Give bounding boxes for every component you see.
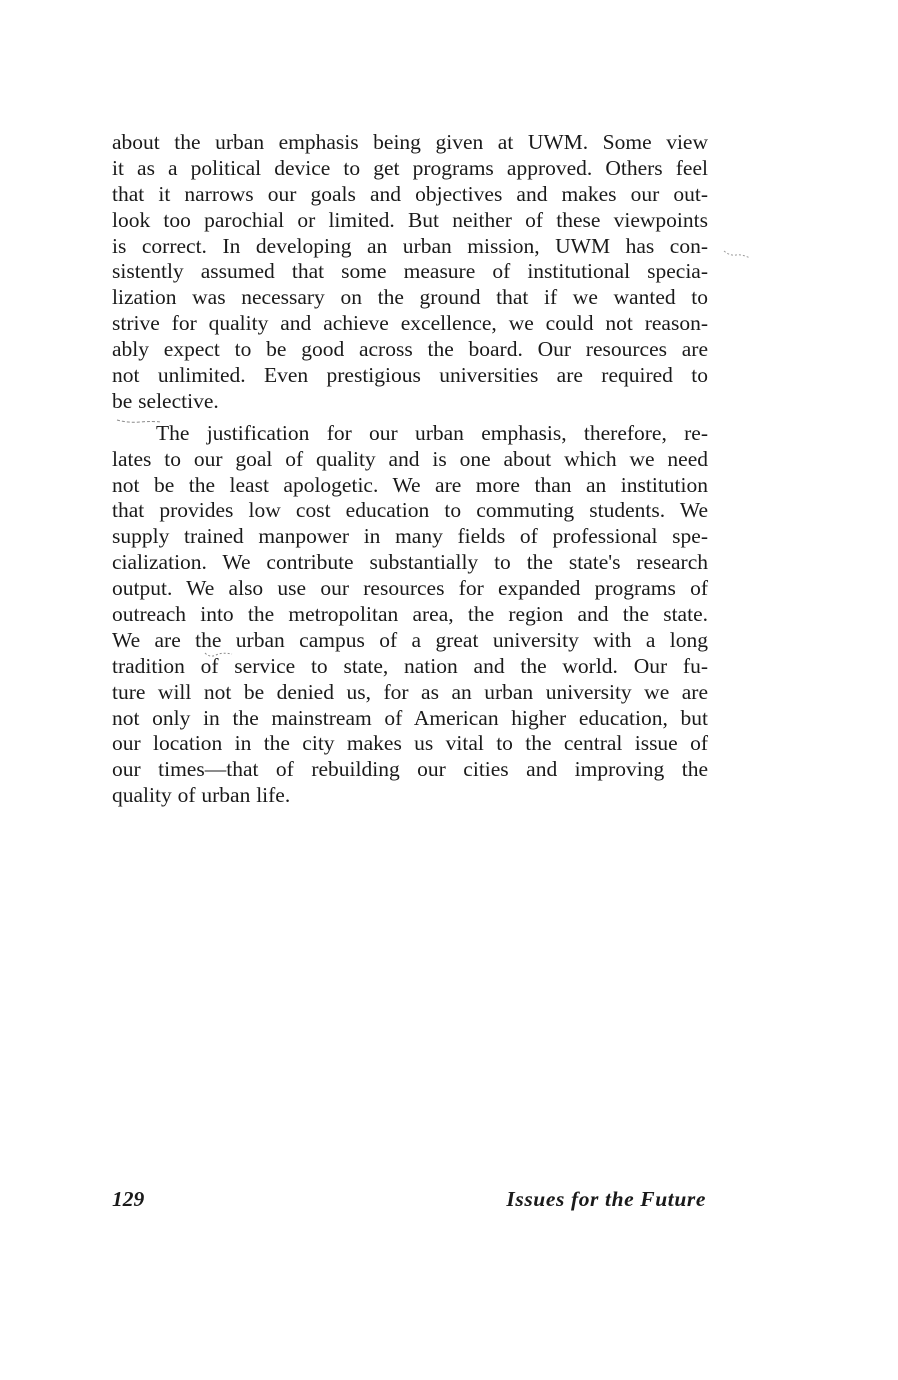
text-line: outreach into the metropolitan area, the region and the state.: [112, 602, 708, 627]
text-line: output. We also use our resources for expanded programs of: [112, 576, 708, 601]
paragraph-1: [112, 130, 708, 415]
text-line: not unlimited. Even prestigious universities are required to: [112, 363, 708, 388]
pencil-underline-mark: [116, 418, 162, 424]
running-footer-title: Issues for the Future: [506, 1187, 706, 1211]
text-line: cialization. We contribute substantially to the state's research: [112, 550, 708, 575]
text-line: our times—that of rebuilding our cities and improving the: [112, 757, 708, 782]
text-line: lates to our goal of quality and is one about which we need: [112, 446, 708, 471]
text-line: quality of urban life.: [112, 783, 291, 808]
text-line: supply trained manpower in many fields of professional spe-: [112, 524, 708, 549]
pencil-annotation-mark: [204, 650, 234, 662]
text-line: not be the least apologetic. We are more than an institution: [112, 472, 708, 497]
text-line: sistently assumed that some measure of institutional specia-: [112, 259, 708, 284]
text-line: We are the urban campus of a great university with a long: [112, 627, 708, 652]
text-line: ably expect to be good across the board. Our resources are: [112, 337, 708, 362]
text-line: tradition of service to state, nation and the world. Our fu-: [112, 653, 708, 678]
text-line: look too parochial or limited. But neither of these viewpoints: [112, 207, 708, 232]
text-line: that provides low cost education to commuting students. We: [112, 498, 708, 523]
text-line: lization was necessary on the ground that if we wanted to: [112, 285, 708, 310]
text-line: ture will not be denied us, for as an urban university we are: [112, 679, 708, 704]
body-text: [112, 130, 708, 809]
text-line: is correct. In developing an urban mission, UWM has con-: [112, 233, 708, 258]
paragraph-2: [112, 421, 708, 809]
text-line: it as a political device to get programs approved. Others feel: [112, 155, 708, 180]
text-line: our location in the city makes us vital to the central issue of: [112, 731, 708, 756]
text-line: not only in the mainstream of American higher education, but: [112, 705, 708, 730]
text-line: The justification for our urban emphasis, therefore, re-: [156, 420, 708, 445]
text-line: be selective.: [112, 388, 219, 413]
text-line: about the urban emphasis being given at UWM. Some view: [112, 130, 708, 154]
text-line: strive for quality and achieve excellence, we could not reason-: [112, 311, 708, 336]
page-number: 129: [112, 1187, 145, 1211]
pencil-margin-mark: [722, 247, 752, 261]
text-line: that it narrows our goals and objectives and makes our out-: [112, 181, 708, 206]
